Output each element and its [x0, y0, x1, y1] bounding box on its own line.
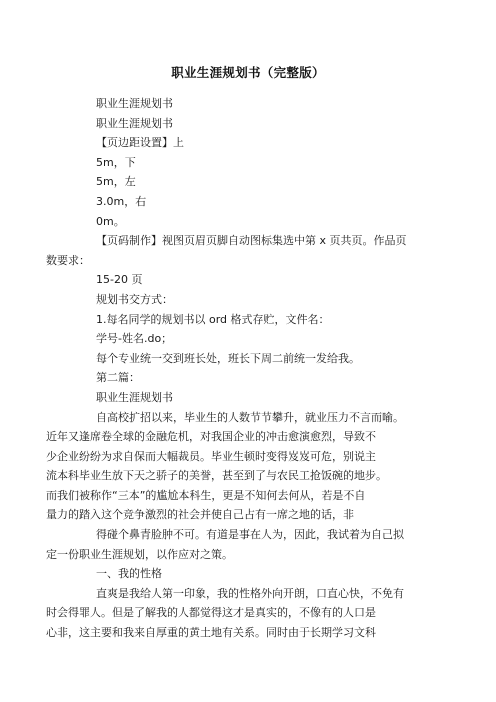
text-line: 5m，左 [96, 175, 136, 189]
text-line: 15-20 页 [96, 273, 143, 287]
text-line: 学号-姓名.do； [96, 332, 173, 346]
text-line: 定一份职业生涯规划，以作应对之策。 [46, 547, 233, 561]
text-line: 得碰个鼻青脸肿不可。有道是事在人为，因此，我试着为自己拟 [96, 528, 404, 542]
text-line: 近年又逢席卷全球的金融危机，对我国企业的冲击愈演愈烈，导致不 [46, 430, 376, 444]
text-line: 【页边距设置】上 [96, 136, 184, 150]
text-line: 规划书交方式： [96, 292, 173, 306]
document-title: 职业生涯规划书（完整版） [171, 65, 325, 80]
text-line: 每个专业统一交到班长处，班长下周二前统一发给我。 [96, 351, 360, 365]
text-line: 直爽是我给人第一印象，我的性格外向开朗，口直心快，不免有 [96, 586, 404, 600]
text-line: 数要求： [46, 253, 90, 267]
text-line: 第二篇： [96, 371, 140, 385]
text-line: 而我们被称作“三本”的尴尬本科生，更是不知何去何从，若是不自 [46, 488, 366, 502]
text-line: 职业生涯规划书 [96, 116, 173, 130]
text-line: 流本科毕业生放下天之骄子的美誉，甚至到了与农民工抢饭碗的地步。 [46, 469, 387, 483]
text-line: 少企业纷纷为求自保而大幅裁员。毕业生顿时变得岌岌可危，别说主 [46, 449, 376, 463]
text-line: 1.每名同学的规划书以 ord 格式存贮，文件名： [96, 312, 330, 326]
text-line: 职业生涯规划书 [96, 390, 173, 404]
text-line: 心非，这主要和我来自厚重的黄土地有关系。同时由于长期学习文科 [46, 626, 376, 640]
text-line: 一、我的性格 [96, 567, 162, 581]
text-line: 职业生涯规划书 [96, 97, 173, 110]
text-line: 【页码制作】视图页眉页脚自动图标集选中第 x 页共页。作品页 [96, 234, 407, 248]
text-line: 量力的踏入这个竞争激烈的社会并使自己占有一席之地的话，非 [46, 508, 354, 522]
text-line: 3.0m，右 [96, 194, 147, 208]
document-body [46, 94, 454, 643]
text-line: 5m，下 [96, 155, 136, 169]
text-line: 时会得罪人。但是了解我的人都觉得这才是真实的，不像有的人口是 [46, 606, 376, 620]
text-line: 0m。 [96, 214, 125, 228]
text-line: 自高校扩招以来，毕业生的人数节节攀升，就业压力不言而喻。 [96, 410, 404, 424]
